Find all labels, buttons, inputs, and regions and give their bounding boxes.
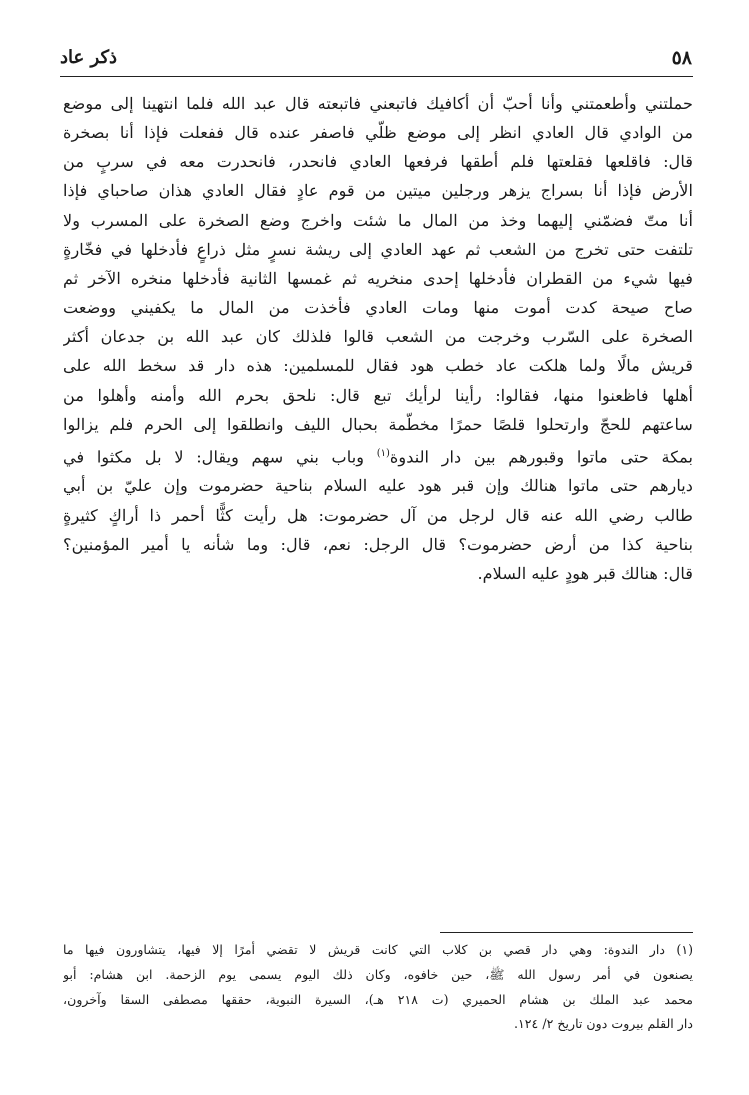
text-line: تلتفت حتى تخرج من الشعب ثم عهد العادي إلى ريشة نسرٍ مثل ذراعٍ فأدخلها في فخّارةٍ: [63, 239, 693, 259]
text-line: ساعتهم للحجّ وارتحلوا قلصًا حمرًا مخطّمة بحبال الليف وانطلقوا إلى الحرم فلم يزالوا: [63, 414, 693, 434]
text-segment: وباب بني سهم ويقال: لا بل مكثوا في: [63, 447, 365, 467]
main-text: [63, 89, 693, 588]
text-line: الصخرة على السّرب وخرجت من الشعب قالوا فلذلك كان عبد الله بن جدعان أكثر: [63, 327, 693, 347]
text-line: طالب رضي الله عنه قال لرجل من آل حضرموت: هل رأيت كثًّا أحمر ذا أراكٍ كثيرةٍ: [63, 505, 693, 525]
footnote-line: دار القلم بيروت دون تاريخ ٢/ ١٢٤.: [514, 1016, 693, 1032]
running-title: ذكر عاد: [60, 47, 118, 68]
text-line: أهلها فاظعنوا منها، فقالوا: رأينا لرأيك تبع قال: نلحق بحرم الله وأمنه وأهلوا من: [63, 385, 693, 405]
text-line: الأرض فإذا أنا بسراج يزهر ورجلين ميتين من قوم عادٍ فقال العادي هذان صاحباي فإذا: [63, 181, 693, 201]
footnotes: [63, 938, 693, 1037]
footnote-rule: [440, 932, 693, 933]
footnote-line: يصنعون في أمر رسول الله ﷺ، حين خافوه، وكان ذلك اليوم يسمى يوم الزحمة. ابن هشام: أبو: [63, 966, 693, 982]
header-rule: [60, 76, 693, 77]
text-line: ديارهم حتى ماتوا هنالك وإن قبر هود عليه السلام بناحية حضرموت وإن عليّ بن أبي: [63, 476, 693, 496]
text-line: قريش مالًا ولما هلكت عاد خطب هود فقال للمسلمين: هذه دار قد سخط الله على: [63, 356, 693, 376]
text-line: من الوادي قال العادي انظر إلى موضع ظلّي فاصفر عنده قال ففعلت فإذا أنا بصخرة: [63, 123, 693, 143]
page-header: [60, 46, 692, 72]
text-segment: بمكة حتى ماتوا وقبورهم بين دار الندوة: [389, 447, 693, 467]
text-line: حملتني وأطعمتني وأنا أحبّ أن أكافيك فاتبعني فاتبعته قال عبد الله فلما انتهينا إلى موضع: [63, 94, 693, 113]
text-line: بناحية كذا من أرض حضرموت؟ قال الرجل: نعم، قال: وما شأنه يا أمير المؤمنين؟: [63, 534, 693, 554]
text-line: فيها شيء من القطران فأدخلها إحدى منخريه ثم غمسها الثانية فأدخلها منخره الآخر ثم: [63, 268, 693, 288]
text-line: أنا متّ فضمّني إليهما وخذ من المال ما شئت واخرج وضع الصخرة على المسرب ولا: [63, 210, 693, 230]
page-number: ٥٨: [671, 47, 692, 69]
text-line: قال: فاقلعها فقلعتها فلم أطقها فرفعها العادي فانحدر، فانحدرت معه في سربٍ من: [63, 152, 693, 172]
footnote-line: محمد عبد الملك بن هشام الحميري (ت ٢١٨ هـ)، السيرة النبوية، حققها مصطفى السقا وآخرون،: [63, 991, 693, 1007]
footnote-reference[interactable]: (١): [376, 447, 390, 459]
text-line-with-note: [63, 439, 693, 472]
footnote-line: (١) دار الندوة: وهي دار قصي بن كلاب التي كانت قريش لا تقضي أمرًا إلا فيها، يتشاورون فيها ما: [63, 942, 693, 957]
text-line: صاح صيحة كدت أموت منها ومات العادي فأخذت من المال ما يكفيني ووضعت: [63, 298, 693, 318]
text-line: قال: هنالك قبر هودٍ عليه السلام.: [477, 563, 693, 583]
